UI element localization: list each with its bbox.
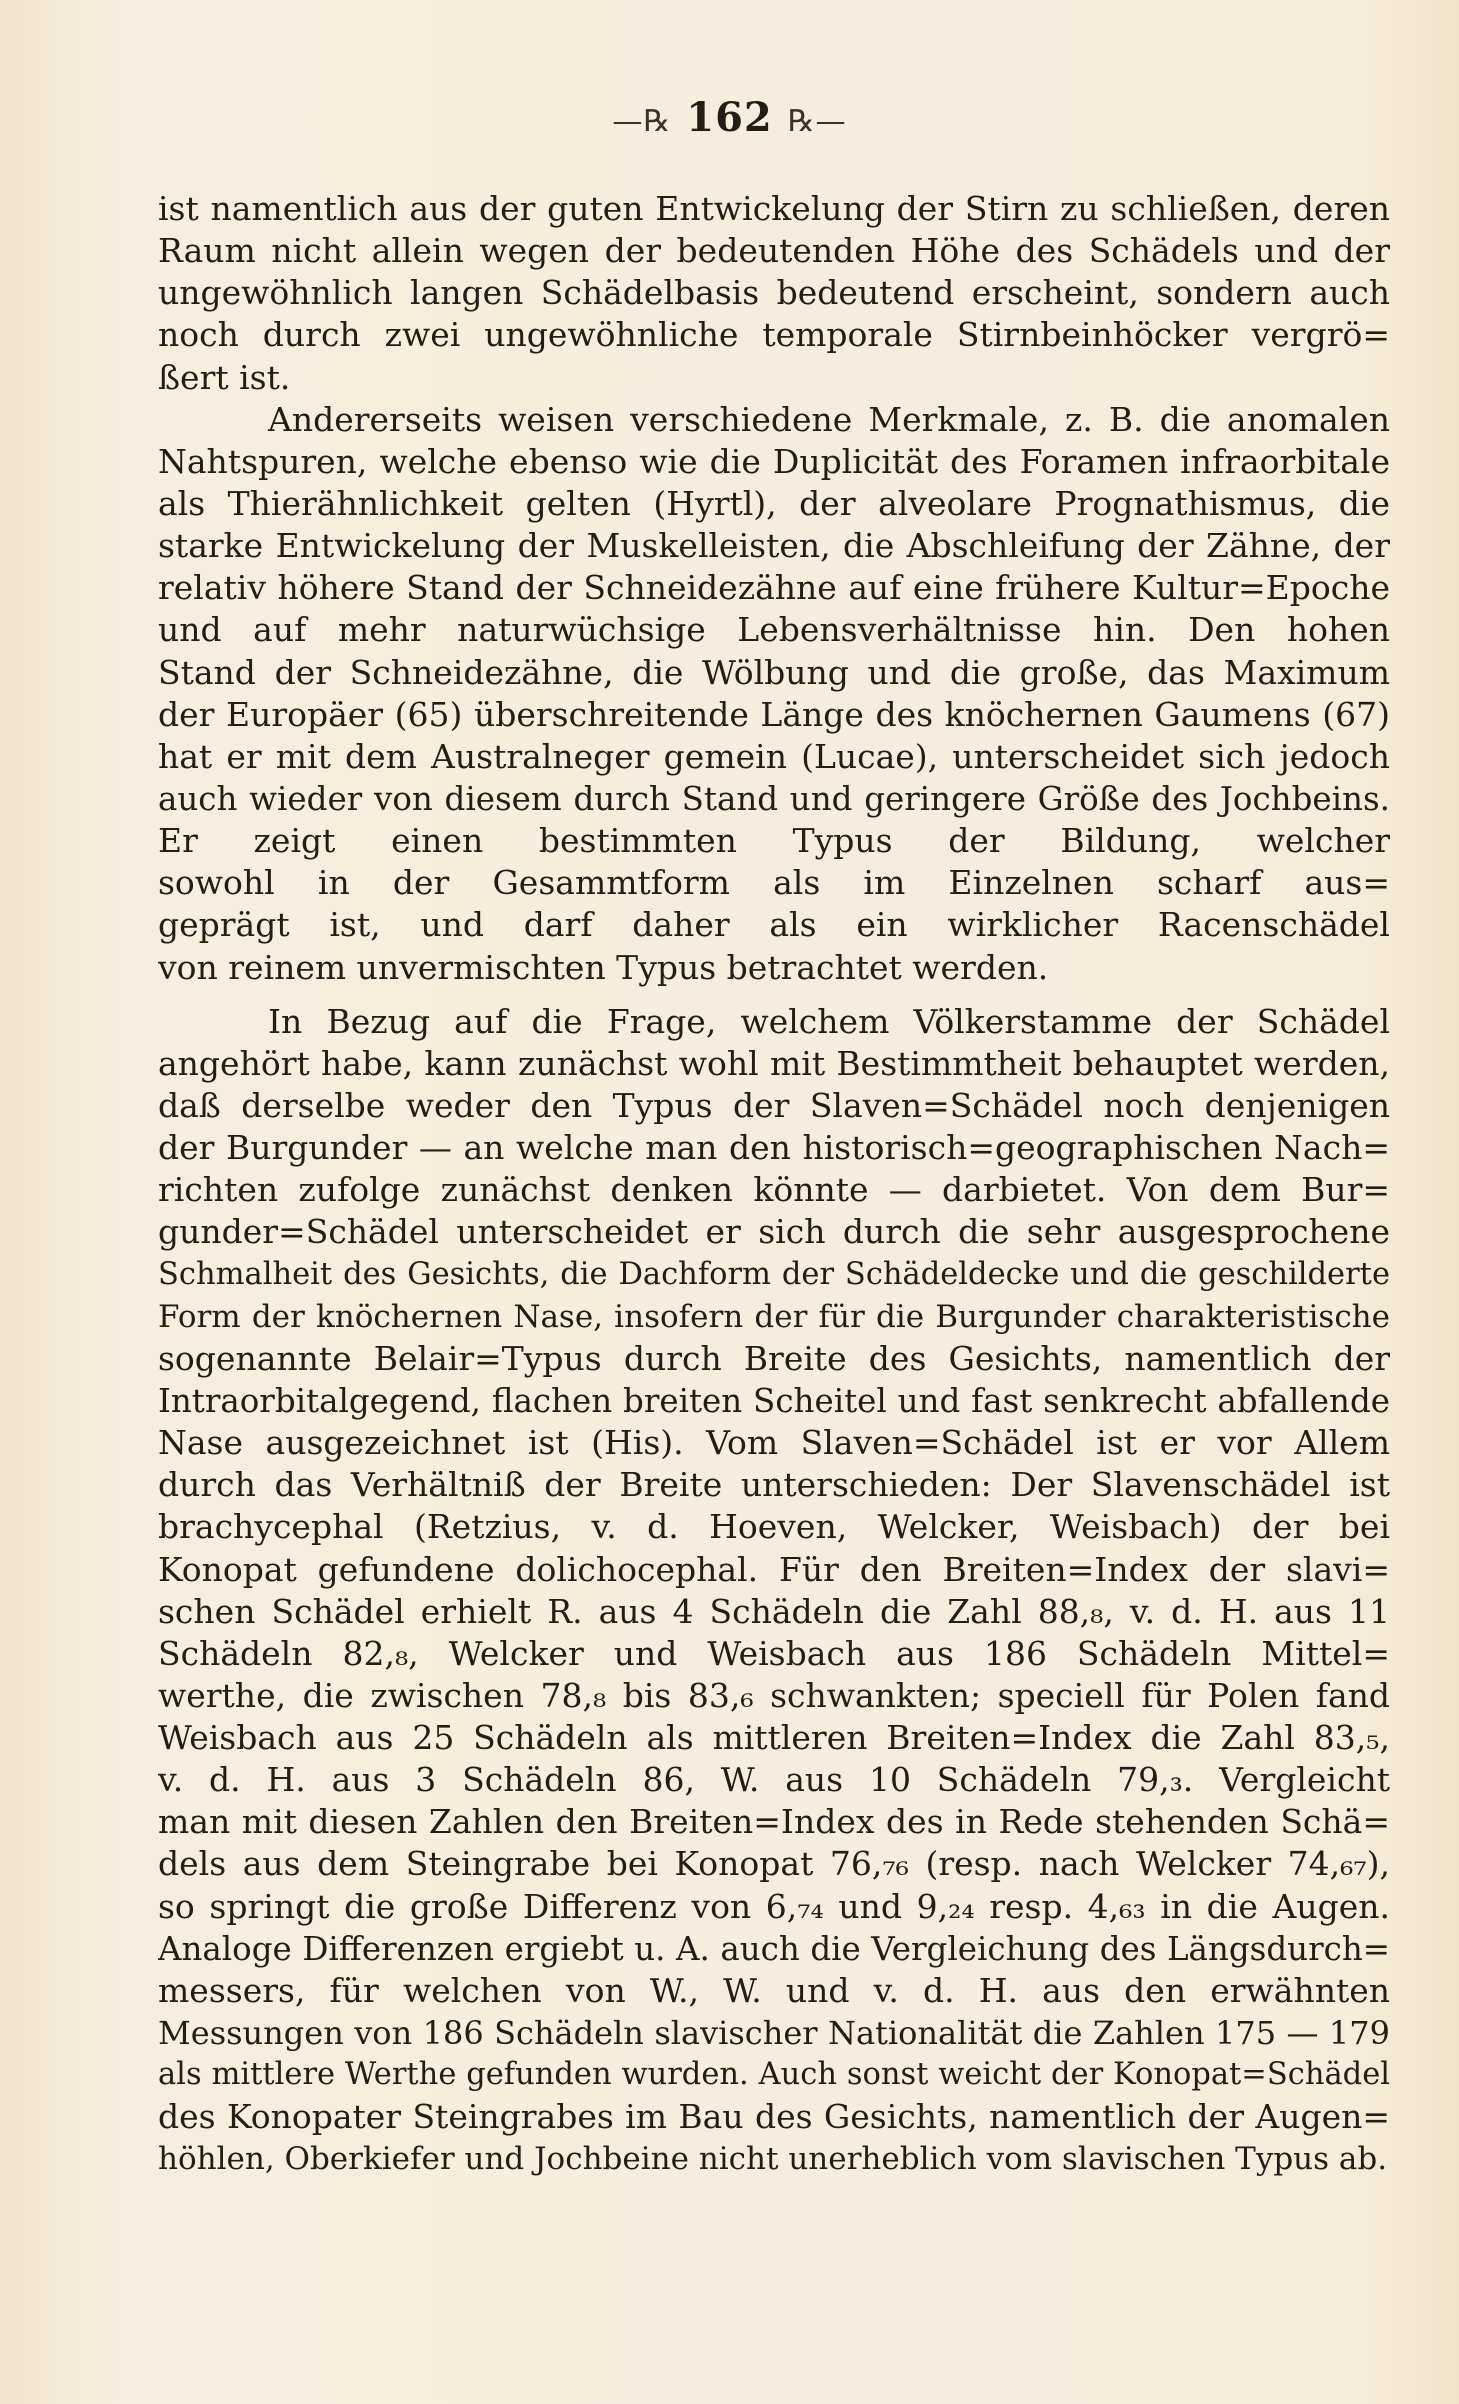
text-line: starke Entwickelung der Muskelleisten, die Abschleifung der Zähne, der [158,526,1390,566]
paragraph [158,399,1390,989]
header-ornament-right: ℞— [787,104,847,139]
text-line: auch wieder von diesem durch Stand und geringere Größe des Jochbeins. [158,779,1390,818]
text-line: von reinem unvermischten Typus betrachtet werden. [158,947,1049,987]
text-line: sowohl in der Gesammtform als im Einzelnen scharf aus= [158,863,1390,903]
text-line: Intraorbitalgegend, flachen breiten Scheitel und fast senkrecht abfallende [158,1381,1390,1420]
text-line: Raum nicht allein wegen der bedeutenden Höhe des Schädels und der [158,231,1390,271]
text-line: höhlen, Oberkiefer und Jochbeine nicht unerheblich vom slavischen Typus ab. [158,2141,1388,2178]
text-line: und auf mehr naturwüchsige Lebensverhältnisse hin. Den hohen [158,610,1390,650]
text-line: noch durch zwei ungewöhnliche temporale Stirnbeinhöcker vergrö= [158,315,1390,355]
text-line: ßert ist. [158,357,291,397]
text-line: werthe, die zwischen 78,₈ bis 83,₆ schwankten; speciell für Polen fand [158,1675,1390,1715]
text-line: Er zeigt einen bestimmten Typus der Bildung, welcher [158,821,1390,861]
text-line: als mittlere Werthe gefunden wurden. Auch sonst weicht der Konopat=Schädel [158,2057,1390,2093]
text-line: des Konopater Steingrabes im Bau des Gesichts, namentlich der Augen= [158,2097,1390,2137]
text-line: Schmalheit des Gesichts, die Dachform der Schädeldecke und die geschilderte [158,1256,1390,1292]
text-line: ungewöhnlich langen Schädelbasis bedeutend erscheint, sondern auch [158,273,1390,313]
text-line: Nahtspuren, welche ebenso wie die Duplicität des Foramen infraorbitale [158,441,1390,481]
body-text [158,188,1390,2181]
text-line: der Europäer (65) überschreitende Länge des knöchernen Gaumens (67) [158,694,1390,734]
text-line: richten zufolge zunächst denken könnte — darbietet. Von dem Bur= [158,1170,1390,1210]
text-line: relativ höhere Stand der Schneidezähne auf eine frühere Kultur=Epoche [158,568,1390,608]
text-line: als Thierähnlichkeit gelten (Hyrtl), der alveolare Prognathismus, die [158,483,1390,523]
text-line: dels aus dem Steingrabe bei Konopat 76,₇₆ (resp. nach Welcker 74,₆₇), [158,1844,1390,1884]
text-line: angehört habe, kann zunächst wohl mit Bestimmtheit behauptet werden, [158,1043,1390,1083]
text-line: man mit diesen Zahlen den Breiten=Index des in Rede stehenden Schä= [158,1802,1390,1842]
text-line: Stand der Schneidezähne, die Wölbung und die große, das Maximum [158,652,1390,692]
text-line: Messungen von 186 Schädeln slavischer Nationalität die Zahlen 175 — 179 [158,2014,1390,2053]
text-line: gunder=Schädel unterscheidet er sich durch die sehr ausgesprochene [158,1212,1390,1252]
text-line: durch das Verhältniß der Breite unterschieden: Der Slavenschädel ist [158,1465,1390,1505]
page-header [0,94,1459,141]
paragraph [158,1001,1390,2181]
text-line: so springt die große Differenz von 6,₇₄ und 9,₂₄ resp. 4,₆₃ in die Augen. [158,1886,1390,1926]
text-line: v. d. H. aus 3 Schädeln 86, W. aus 10 Schädeln 79,₃. Vergleicht [158,1760,1390,1800]
text-line: schen Schädel erhielt R. aus 4 Schädeln die Zahl 88,₈, v. d. H. aus 11 [158,1591,1390,1631]
text-line: Analoge Differenzen ergiebt u. A. auch die Vergleichung des Längsdurch= [158,1929,1390,1968]
text-line: brachycephal (Retzius, v. d. Hoeven, Welcker, Weisbach) der bei [158,1507,1390,1547]
text-line: daß derselbe weder den Typus der Slaven=Schädel noch denjenigen [158,1085,1390,1125]
text-line: In Bezug auf die Frage, welchem Völkerstamme der Schädel [268,1001,1390,1041]
text-line: der Burgunder — an welche man den historisch=geographischen Nach= [158,1128,1390,1168]
text-line: geprägt ist, und darf daher als ein wirklicher Racenschädel [158,905,1390,945]
text-line: Nase ausgezeichnet ist (His). Vom Slaven=Schädel ist er vor Allem [158,1423,1390,1463]
text-line: Konopat gefundene dolichocephal. Für den Breiten=Index der slavi= [158,1549,1390,1589]
text-line: sogenannte Belair=Typus durch Breite des Gesichts, namentlich der [158,1338,1390,1378]
text-line: messers, für welchen von W., W. und v. d. H. aus den erwähnten [158,1970,1390,2010]
text-line: hat er mit dem Australneger gemein (Lucae), unterscheidet sich jedoch [158,736,1390,776]
text-line: ist namentlich aus der guten Entwickelung der Stirn zu schließen, deren [158,189,1390,228]
text-line: Weisbach aus 25 Schädeln als mittleren Breiten=Index die Zahl 83,₅, [158,1718,1390,1758]
text-line: Form der knöchernen Nase, insofern der für die Burgunder charakteristische [158,1298,1390,1335]
text-line: Andererseits weisen verschiedene Merkmale, z. B. die anomalen [268,399,1390,439]
header-ornament-left: —℞ [612,104,672,139]
paragraph [158,188,1390,399]
text-line: Schädeln 82,₈, Welcker und Weisbach aus 186 Schädeln Mittel= [158,1633,1390,1673]
page-number: 162 [686,94,773,141]
